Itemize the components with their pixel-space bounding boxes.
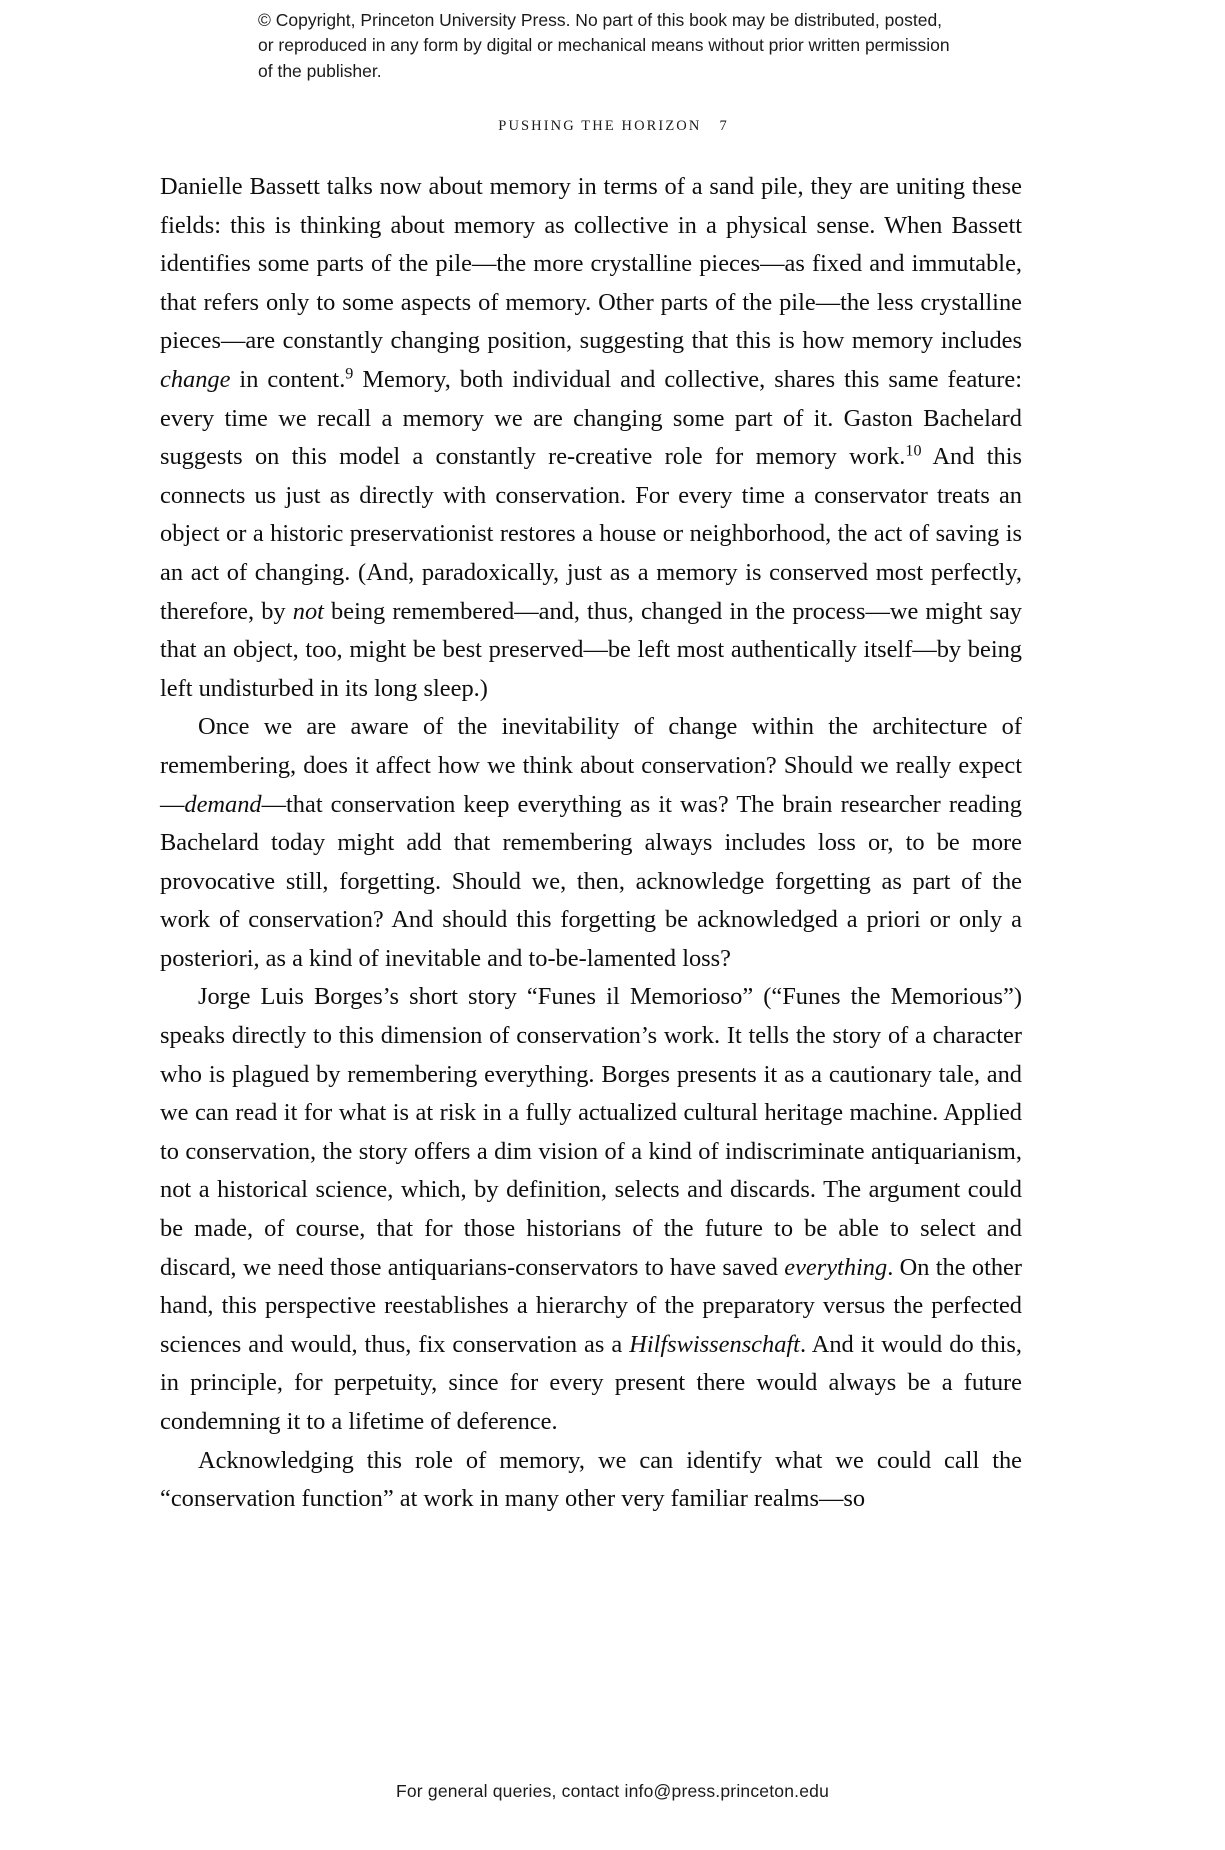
paragraph-1-emphasis-change: change: [160, 365, 231, 393]
paragraph-2-emphasis-demand: demand: [184, 790, 262, 818]
running-head-title: PUSHING THE HORIZON: [498, 118, 702, 134]
paragraph-1-part-d: And this connects us just as directly with conservation. For every time a conservator treats an object or a historic preservationist restores a house or neighborhood, the act of saving is an act of changing. (And, paradoxically, just as a memory is conserved most perfectly, therefore, by: [160, 443, 1022, 625]
paragraph-2: [160, 708, 1022, 978]
paragraph-1-part-a: Danielle Bassett talks now about memory in terms of a sand pile, they are uniting these fields: this is thinking about memory as collective in a physical sense. When Bassett identifies some parts of the pile—the more crystalline pieces—as fixed and immutable, that refers only to some aspects of memory. Other parts of the pile—the less crystalline pieces—are constantly changing position, suggesting that this is how memory includes: [160, 173, 1022, 355]
body-text: [160, 168, 1022, 1519]
paragraph-3-part-b: . On the other hand, this perspective reestablishes a hierarchy of the preparatory versus the perfected sciences and would, thus, fix conservation as a: [160, 1253, 1022, 1358]
paragraph-3-part-a: Jorge Luis Borges’s short story “Funes il Memorioso” (“Funes the Memorious”) speaks directly to this dimension of conservation’s work. It tells the story of a character who is plagued by remembering everything. Borges presents it as a cautionary tale, and we can read it for what is at risk in a fully actualized cultural heritage machine. Applied to conservation, the story offers a dim vision of a kind of indiscriminate antiquarianism, not a historical science, which, by definition, selects and discards. The argument could be made, of course, that for those historians of the future to be able to select and discard, we need those antiquarians-conservators to have saved: [160, 983, 1022, 1281]
paragraph-1-emphasis-not: not: [292, 597, 324, 625]
copyright-notice: © Copyright, Princeton University Press. No part of this book may be distributed, posted, or reproduced in any form by digital or mechanical means without prior written permission of the publisher.: [258, 10, 950, 81]
paragraph-3: [160, 978, 1022, 1441]
paragraph-1-part-c: Memory, both individual and collective, shares this same feature: every time we recall a memory we are changing some part of it. Gaston Bachelard suggests on this model a constantly re-creative role for memory work.: [160, 365, 1022, 471]
paragraph-2-part-b: —that conservation keep everything as it was? The brain researcher reading Bachelard today might add that remembering always includes loss or, to be more provocative still, forgetting. Should we, then, acknowledge forgetting as part of the work of conservation? And should this forgetting be acknowledged a priori or only a posteriori, as a kind of inevitable and to-be-lamented loss?: [160, 790, 1022, 972]
page-number: 7: [719, 118, 727, 134]
footnote-ref-10: 10: [905, 442, 922, 460]
paragraph-1-part-b: in content.: [230, 365, 346, 393]
paragraph-1-part-e: being remembered—and, thus, changed in the process—we might say that an object, too, might be best preserved—be left most authentically itself—by being left undisturbed in its long sleep.): [160, 597, 1022, 702]
paragraph-3-emphasis-everything: everything: [784, 1253, 888, 1281]
footer-note: For general queries, contact info@press.princeton.edu: [395, 1781, 830, 1801]
paragraph-4: Acknowledging this role of memory, we can identify what we could call the “conservation function” at work in many other very familiar realms—so: [160, 1446, 1022, 1513]
paragraph-3-emphasis-hilfswissenschaft: Hilfswissenschaft: [629, 1330, 800, 1358]
paragraph-2-part-a: Once we are aware of the inevitability of change within the architecture of remembering, does it affect how we think about conservation? Should we really expect—: [160, 713, 1022, 818]
footnote-ref-9: 9: [345, 365, 354, 383]
paragraph-1: [160, 168, 1022, 708]
paragraph-3-part-c: . And it would do this, in principle, for perpetuity, since for every present there would always be a future condemning it to a lifetime of deference.: [160, 1330, 1022, 1435]
running-head: [0, 118, 1225, 135]
